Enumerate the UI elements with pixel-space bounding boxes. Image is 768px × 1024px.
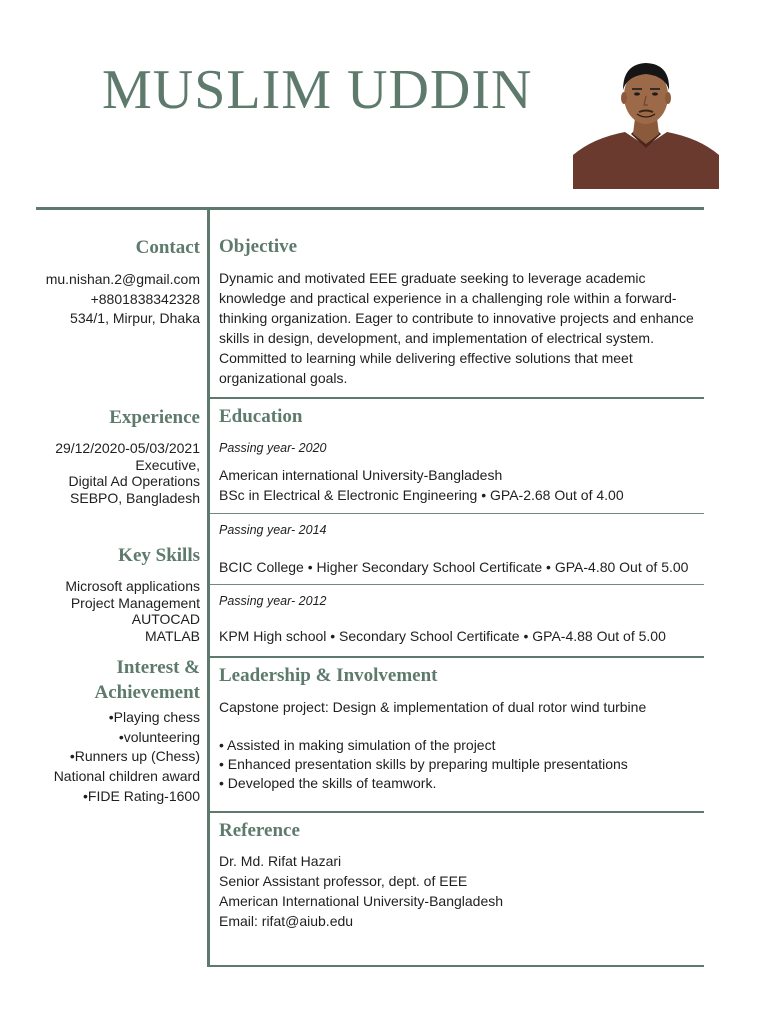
experience-details [55, 440, 200, 506]
section-divider [210, 656, 704, 658]
skill-item: Microsoft applications [65, 578, 200, 594]
interest-item: •volunteering [118, 728, 200, 745]
contact-phone: +8801838342328 [90, 290, 200, 307]
interest-item: •Runners up (Chess) [69, 748, 200, 765]
education-institution: KPM High school • Secondary School Certificate • GPA-4.88 Out of 5.00 [219, 628, 666, 644]
reference-heading: Reference [219, 820, 300, 841]
reference-email: Email: rifat@aiub.edu [219, 913, 354, 929]
experience-department: Digital Ad Operations [68, 473, 200, 489]
experience-title: Executive, [135, 456, 200, 473]
education-divider [210, 513, 704, 514]
education-year: Passing year- 2014 [219, 523, 327, 537]
section-divider [210, 811, 704, 813]
skills-heading: Key Skills [118, 545, 200, 566]
leadership-project: Capstone project: Design & implementation of dual rotor wind turbine [219, 699, 647, 715]
contact-email: mu.nishan.2@gmail.com [45, 271, 200, 287]
interest-item: •FIDE Rating-1600 [83, 787, 200, 804]
leadership-heading: Leadership & Involvement [219, 665, 438, 686]
reference-institution: American International University-Bangladesh [219, 893, 504, 909]
leadership-bullet: • Enhanced presentation skills by preparing multiple presentations [219, 756, 628, 772]
objective-heading: Objective [219, 236, 298, 257]
skill-item: MATLAB [145, 627, 200, 644]
education-degree: BSc in Electrical & Electronic Engineering • GPA-2.68 Out of 4.00 [219, 487, 624, 503]
leadership-bullet: • Developed the skills of teamwork. [219, 775, 437, 791]
experience-heading: Experience [109, 407, 200, 428]
interest-heading-line2: Achievement [94, 682, 200, 703]
bottom-divider [207, 965, 704, 967]
contact-heading: Contact [135, 237, 200, 258]
candidate-name: MUSLIM UDDIN [102, 59, 533, 121]
education-year: Passing year- 2020 [219, 441, 327, 455]
interest-list [54, 708, 200, 807]
interest-item: National children award [53, 768, 200, 785]
education-heading: Education [219, 406, 303, 427]
leadership-bullet: • Assisted in making simulation of the project [219, 737, 496, 753]
section-divider [210, 397, 704, 399]
experience-company: SEBPO, Bangladesh [70, 489, 200, 506]
education-institution: BCIC College • Higher Secondary School Certificate • GPA-4.80 Out of 5.00 [219, 559, 689, 575]
skills-list [65, 578, 200, 644]
education-institution: American international University-Bangladesh [219, 467, 503, 483]
interest-heading [94, 655, 200, 705]
skill-item: Project Management [70, 594, 200, 611]
skill-item: AUTOCAD [131, 611, 200, 627]
objective-text: Dynamic and motivated EEE graduate seeking to leverage academic knowledge and practical experience in a challenging role within a forward-thinking organization. Eager to contribute to innovative projects and enhance skills in design, development, and implementation of electrical system. Committed to learning while delivering effective solutions that meet organizational goals. [219, 270, 694, 386]
column-divider [207, 208, 210, 967]
experience-dates: 29/12/2020-05/03/2021 [55, 440, 200, 456]
interest-heading-line1: Interest & [116, 657, 200, 678]
top-divider [36, 207, 704, 210]
interest-item: •Playing chess [108, 709, 200, 725]
contact-details [46, 271, 200, 327]
education-divider [210, 584, 704, 585]
profile-photo [573, 60, 719, 189]
contact-address: 534/1, Mirpur, Dhaka [70, 310, 200, 326]
reference-title: Senior Assistant professor, dept. of EEE [219, 873, 468, 889]
reference-name: Dr. Md. Rifat Hazari [219, 853, 342, 869]
education-year: Passing year- 2012 [219, 594, 327, 608]
